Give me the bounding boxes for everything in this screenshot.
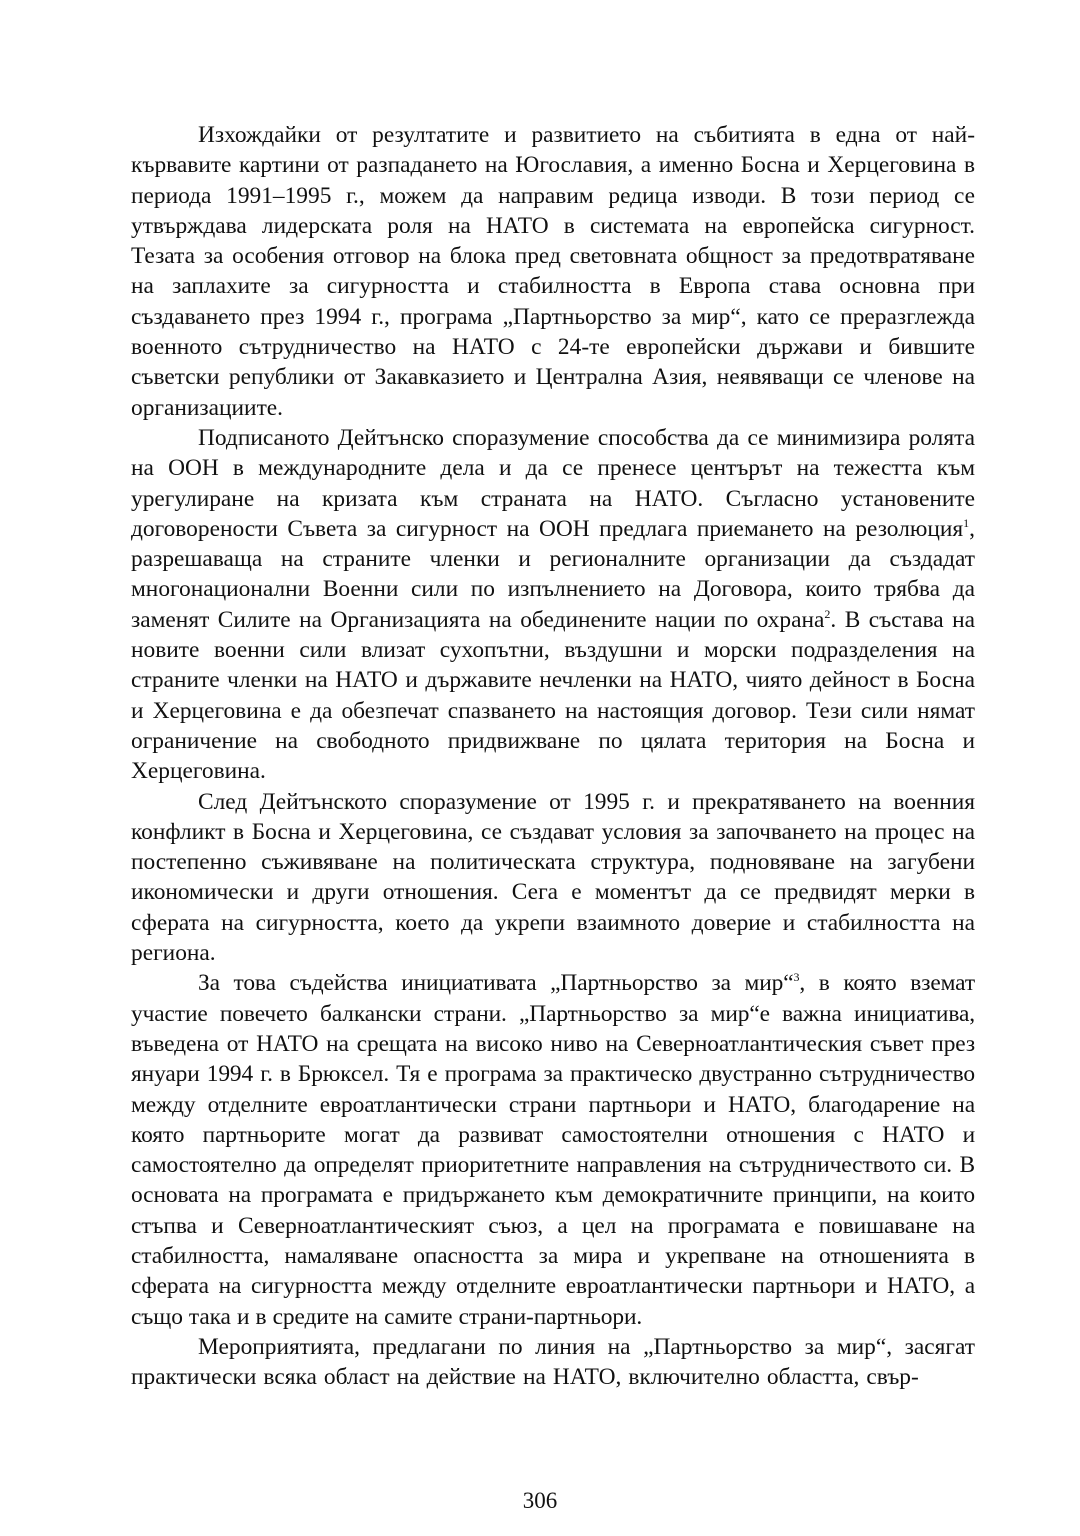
paragraph-2 [131,423,975,787]
paragraph-4 [131,968,975,1332]
paragraph-1-text: Изхождайки от резултатите и развитието на събитията в една от най-кървавите картини от разпадането на Югославия, а именно Босна и Херцеговина в периода 1991–1995 г., можем да направим редица изводи. В този период се утвърждава лидерската роля на НАТО в системата на европейска сигурност. Тезата за особения отговор на блока пред световната общност за предотвратяване на заплахите за сигурността и стабилността в Европа става основна при създаването през 1994 г., програма „Партньорство за мир“, като се преразглежда военното сътрудничество на НАТО с 24-те европейски държави и бившите съветски републики от Закавказието и Централна Азия, неявяващи се членове на организациите. [131,122,975,421]
paragraph-5 [131,1332,975,1393]
paragraph-1 [131,120,975,423]
footnote-ref-2[interactable]: 2 [824,606,831,621]
paragraph-5-text: Мероприятията, предлагани по линия на „Партньорство за мир“, засягат практически всяка област на действие на НАТО, включително областта, свър- [131,1333,975,1391]
footnote-ref-1[interactable]: 1 [963,515,970,530]
paragraph-2-text-c: . В състава на новите военни сили влизат сухопътни, въздушни и морски подразделения на страните членки на НАТО и държавите нечленки на НАТО, чиято дейност в Босна и Херцеговина е да обезпечат спазването на настоящия договор. Тези сили нямат ограничение на свободното придвижване по цялата територия на Босна и Херцеговина. [131,606,975,785]
paragraph-2-text-b: , разрешаваща на страните членки и регионалните организации да създадат многонационални Военни сили по изпълнението на Договора, които трябва да заменят Силите на Организацията на обединените нации по охрана [131,515,975,633]
footnote-ref-3[interactable]: 3 [793,970,800,985]
paragraph-4-text-a: За това съдейства инициативата „Партньорство за мир“ [198,970,794,997]
document-body [131,120,975,1392]
page-number: 306 [522,1488,558,1513]
paragraph-4-text-b: , в която вземат участие повечето балкански страни. „Партньорство за мир“е важна инициатива, въведена от НАТО на срещата на високо ниво на Северноатлантическия съвет през януари 1994 г. в Брюксел. Тя е програма за практическо двустранно сътрудничество между отделните евроатлантически страни партньори и НАТО, благодарение на която партньорите могат да развиват самостоятелни отношения с НАТО и самостоятелно да определят приоритетните направления на сътрудничеството си. В основата на програмата е придържането към демократичните принципи, на които стъпва и Северноатлантическият съюз, а цел на програмата е повишаване на стабилността, намаляване опасността за мира и укрепване на отношенията в сферата на сигурността между отделните евроатлантически партньори и НАТО, а също така и в средите на самите страни-партньори. [131,970,975,1330]
paragraph-3-text: След Дейтънското споразумение от 1995 г. и прекратяването на военния конфликт в Босна и Херцеговина, се създават условия за започването на процес на постепенно съживяване на политическата структура, подновяване на загубени икономически и други отношения. Сега е моментът да се предвидят мерки в сферата на сигурността, което да укрепи взаимното доверие и стабилността на региона. [131,788,975,967]
paragraph-2-text-a: Подписаното Дейтънско споразумение способства да се минимизира ролята на ООН в международните дела и да се пренесе центърът на тежестта към урегулиране на кризата към страната на НАТО. Съгласно установените договорености Съвета за сигурност на ООН предлага приемането на резолюция [131,424,975,542]
paragraph-3 [131,787,975,969]
